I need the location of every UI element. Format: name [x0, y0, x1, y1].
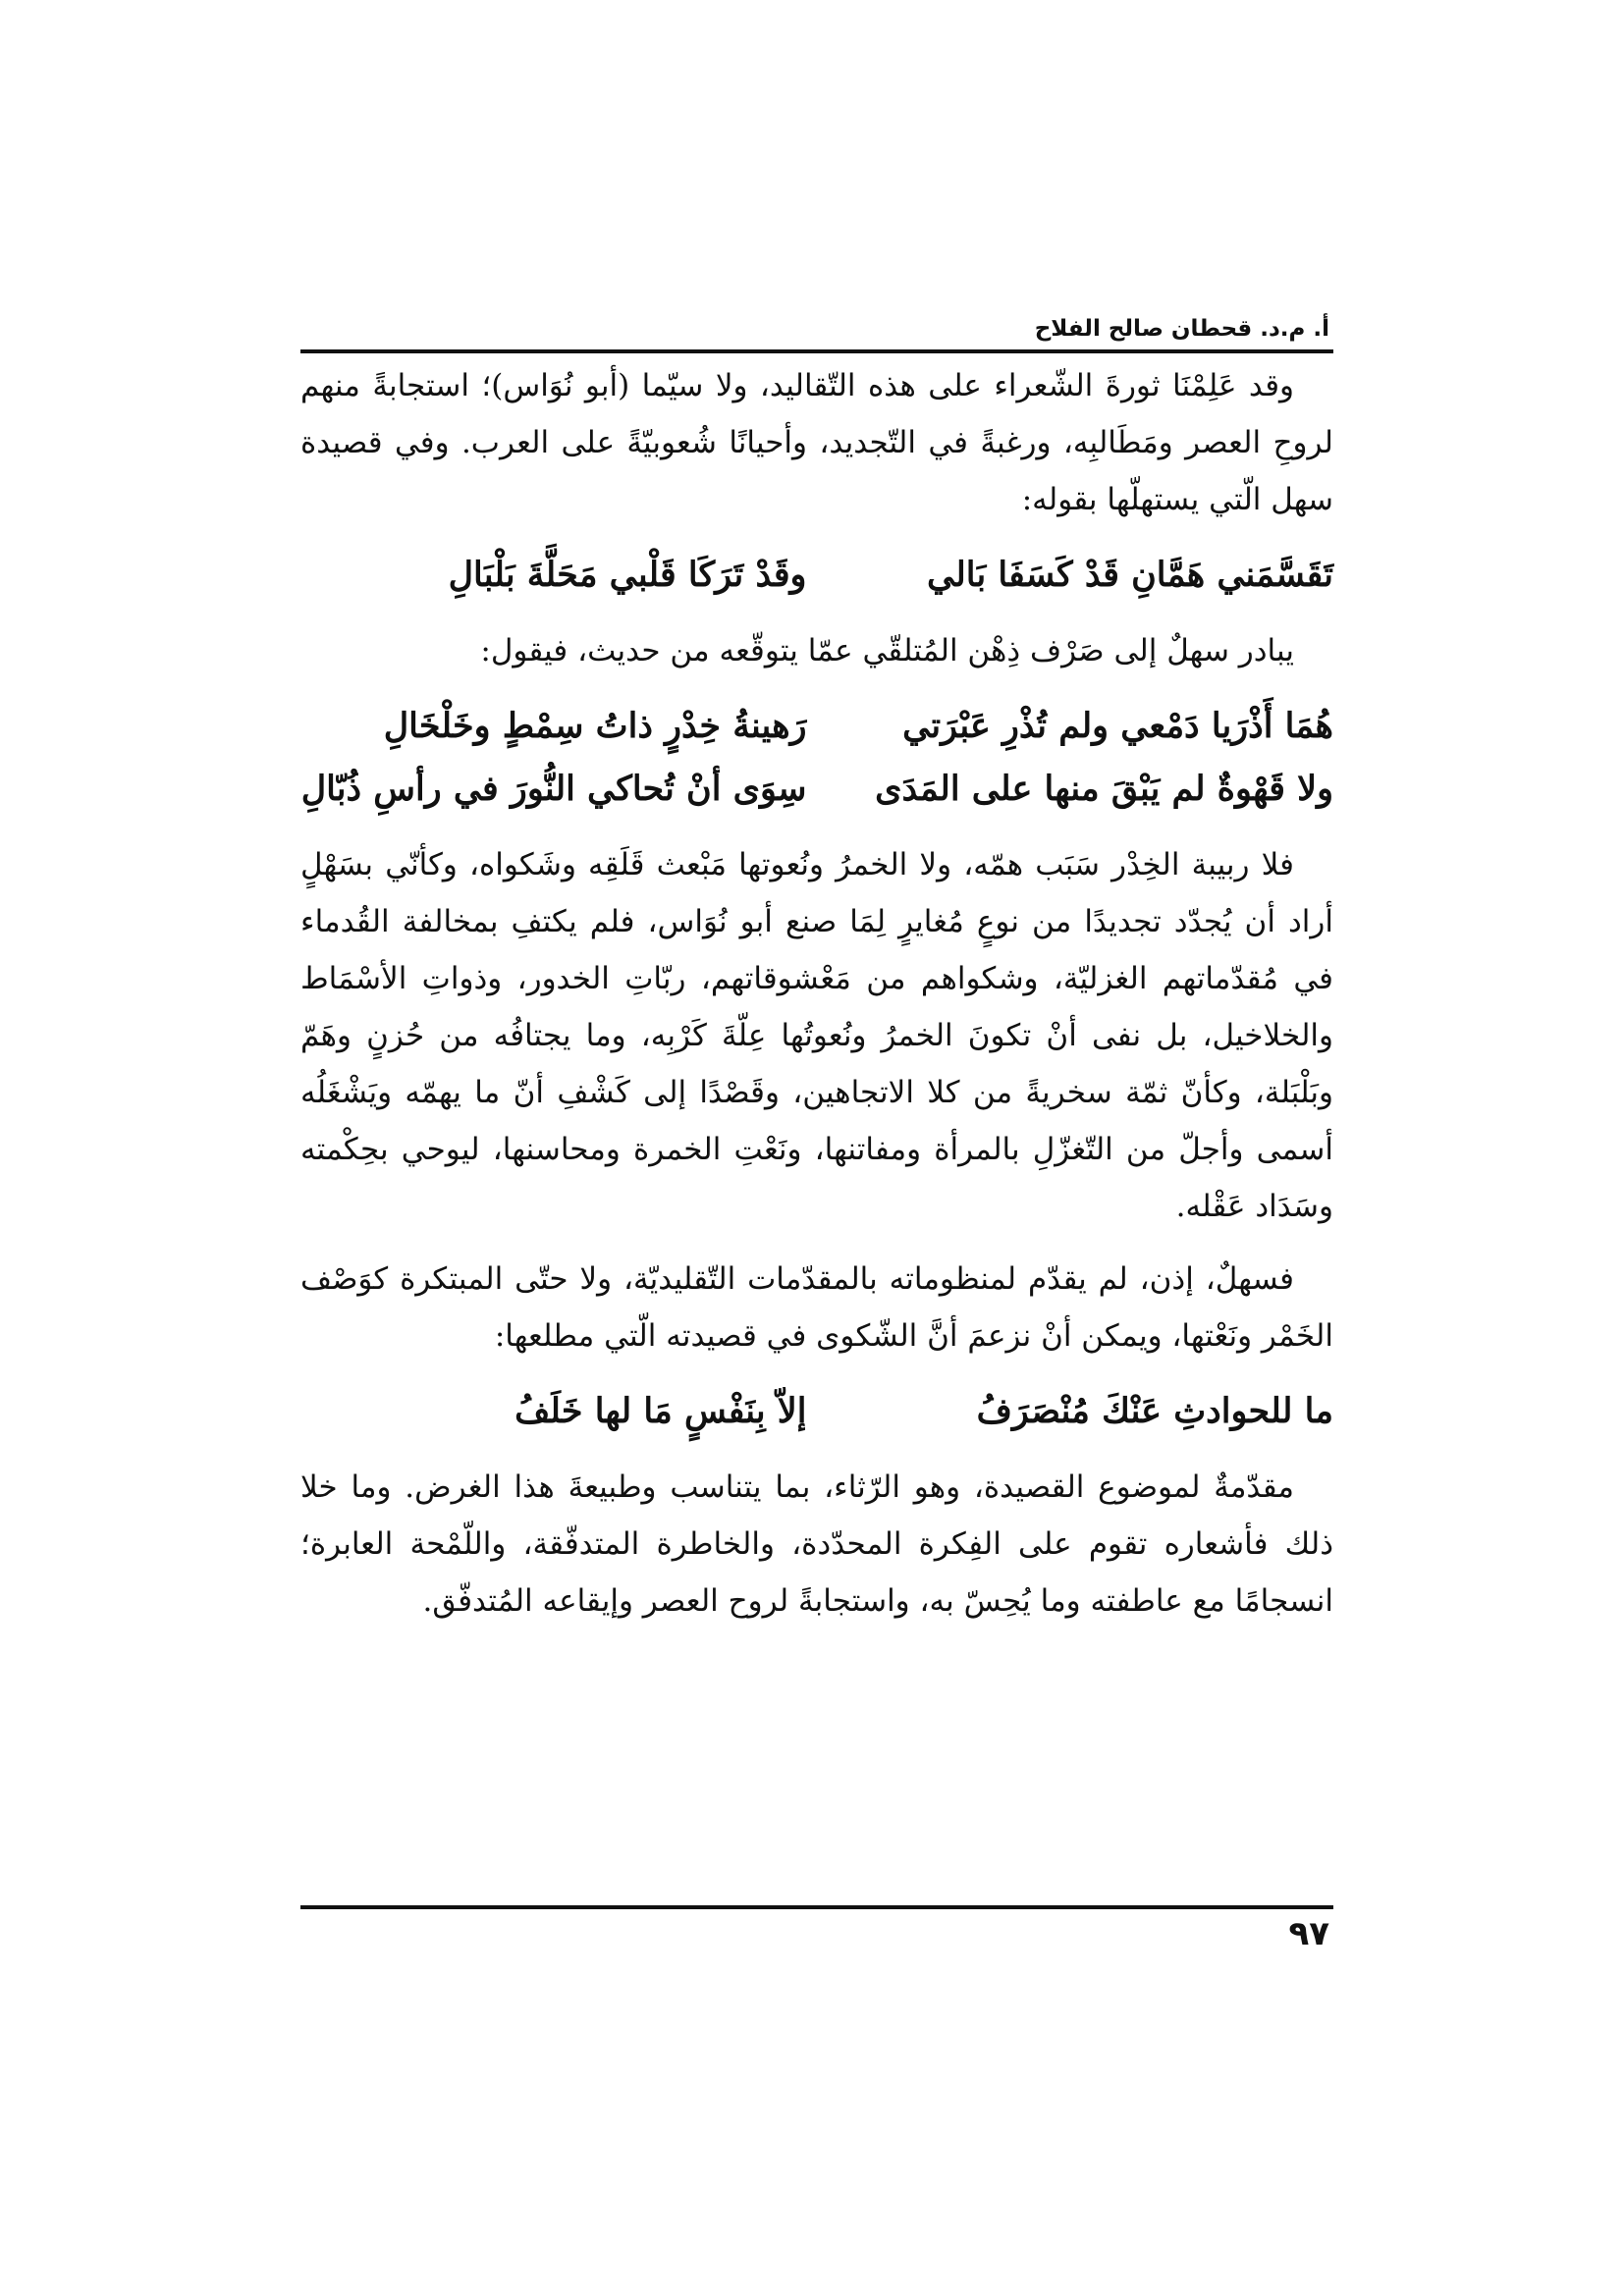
paragraph-2: يبادر سهلٌ إلى صَرْف ذِهْن المُتلقّي عمّا يتوقّعه من حديث، فيقول:	[480, 633, 1294, 668]
paragraph-3: فلا ربيبة الخِدْر سَبَب همّه، ولا الخمرُ ونُعوتها مَبْعث قَلَقِه وشَكواه، وكأنّي بسَهْلٍ أراد أن يُجدّد تجديدًا من نوعٍ مُغايرٍ لِمَا صنع أبو نُوَاس، فلم يكتفِ بمخالفة القُدماء في مُقدّماتهم الغزليّة، وشكواهم من مَعْشوقاتهم، ربّاتِ الخدور، وذواتِ الأسْمَاط والخلاخيل، بل نفى أنْ تكونَ الخمرُ ونُعوتُها عِلّةَ كَرْبِه، وما يجتافُه من حُزنٍ وهَمّ وبَلْبَلة، وكأنّ ثمّة سخريةً من كلا الاتجاهين، وقَصْدًا إلى كَشْفِ أنّ ما يهمّه ويَشْغَلُه أسمى وأجلّ من التّغزّلِ بالمرأة ومفاتنها، ونَعْتِ الخمرة ومحاسنها، ليوحي بحِكْمته وسَدَاد عَقْله.	[300, 847, 1333, 1224]
verse-4	[300, 1380, 1333, 1443]
verse-4-second-hemistich: إلاّ بِنَفْسٍ مَا لها خَلَفُ	[514, 1391, 807, 1431]
paragraph-5: مقدّمةٌ لموضوع القصيدة، وهو الرّثاء، بما يتناسب وطبيعةَ هذا الغرض. وما خلا ذلك فأشعاره تقوم على الفِكرة المحدّدة، والخاطرة المتدفّقة، واللّمْحة العابرة؛ انسجامًا مع عاطفته وما يُحِسّ به، واستجابةً لروح العصر وإيقاعه المُتدفّق.	[300, 1469, 1333, 1619]
verse-4-first-hemistich: ما للحوادثِ عَنْكَ مُنْصَرَفُ	[976, 1391, 1333, 1431]
footer-rule	[300, 1905, 1333, 1909]
verse-1-first-hemistich: تَقَسَّمَني هَمَّانِ قَدْ كَسَفَا بَالي	[926, 555, 1333, 595]
verse-3-first-hemistich: ولا قَهْوةٌ لم يَبْقَ منها على المَدَى	[875, 769, 1333, 809]
verse-2-first-hemistich: هُمَا أَذْرَيا دَمْعي ولم تُذْرِ عَبْرَتي	[902, 706, 1333, 746]
paragraph-1: وقد عَلِمْنَا ثورةَ الشّعراء على هذه التّقاليد، ولا سيّما (أبو نُوَاس)؛ استجابةً منهم لروحِ العصر ومَطَالبِه، ورغبةً في التّجديد، وأحيانًا شُعوبيّةً على العرب. وفي قصيدة سهل الّتي يستهلّها بقوله:	[300, 368, 1333, 517]
verse-3	[300, 758, 1333, 821]
verse-1	[300, 544, 1333, 607]
verse-2	[300, 695, 1333, 758]
verse-3-second-hemistich: سِوَى أنْ تُحاكي النُّورَ في رأسِ ذُبّالِ	[300, 769, 807, 809]
paragraph-4: فسهلٌ، إذن، لم يقدّم لمنظوماته بالمقدّمات التّقليديّة، ولا حتّى المبتكرة كوَصْف الخَمْر ونَعْتها، ويمكن أنْ نزعمَ أنَّ الشّكوى في قصيدته الّتي مطلعها:	[300, 1261, 1333, 1354]
page-number: ٩٧	[1288, 1914, 1329, 1953]
verse-2-second-hemistich: رَهينةُ خِدْرٍ ذاتُ سِمْطٍ وخَلْخَالِ	[383, 706, 807, 746]
page-body	[300, 357, 1333, 1629]
running-header: أ. م.د. قحطان صالح الفلاح	[1034, 316, 1329, 342]
header-rule	[300, 349, 1333, 353]
verse-1-second-hemistich: وقَدْ تَرَكَا قَلْبي مَحَلَّةَ بَلْبَالِ	[448, 555, 807, 595]
